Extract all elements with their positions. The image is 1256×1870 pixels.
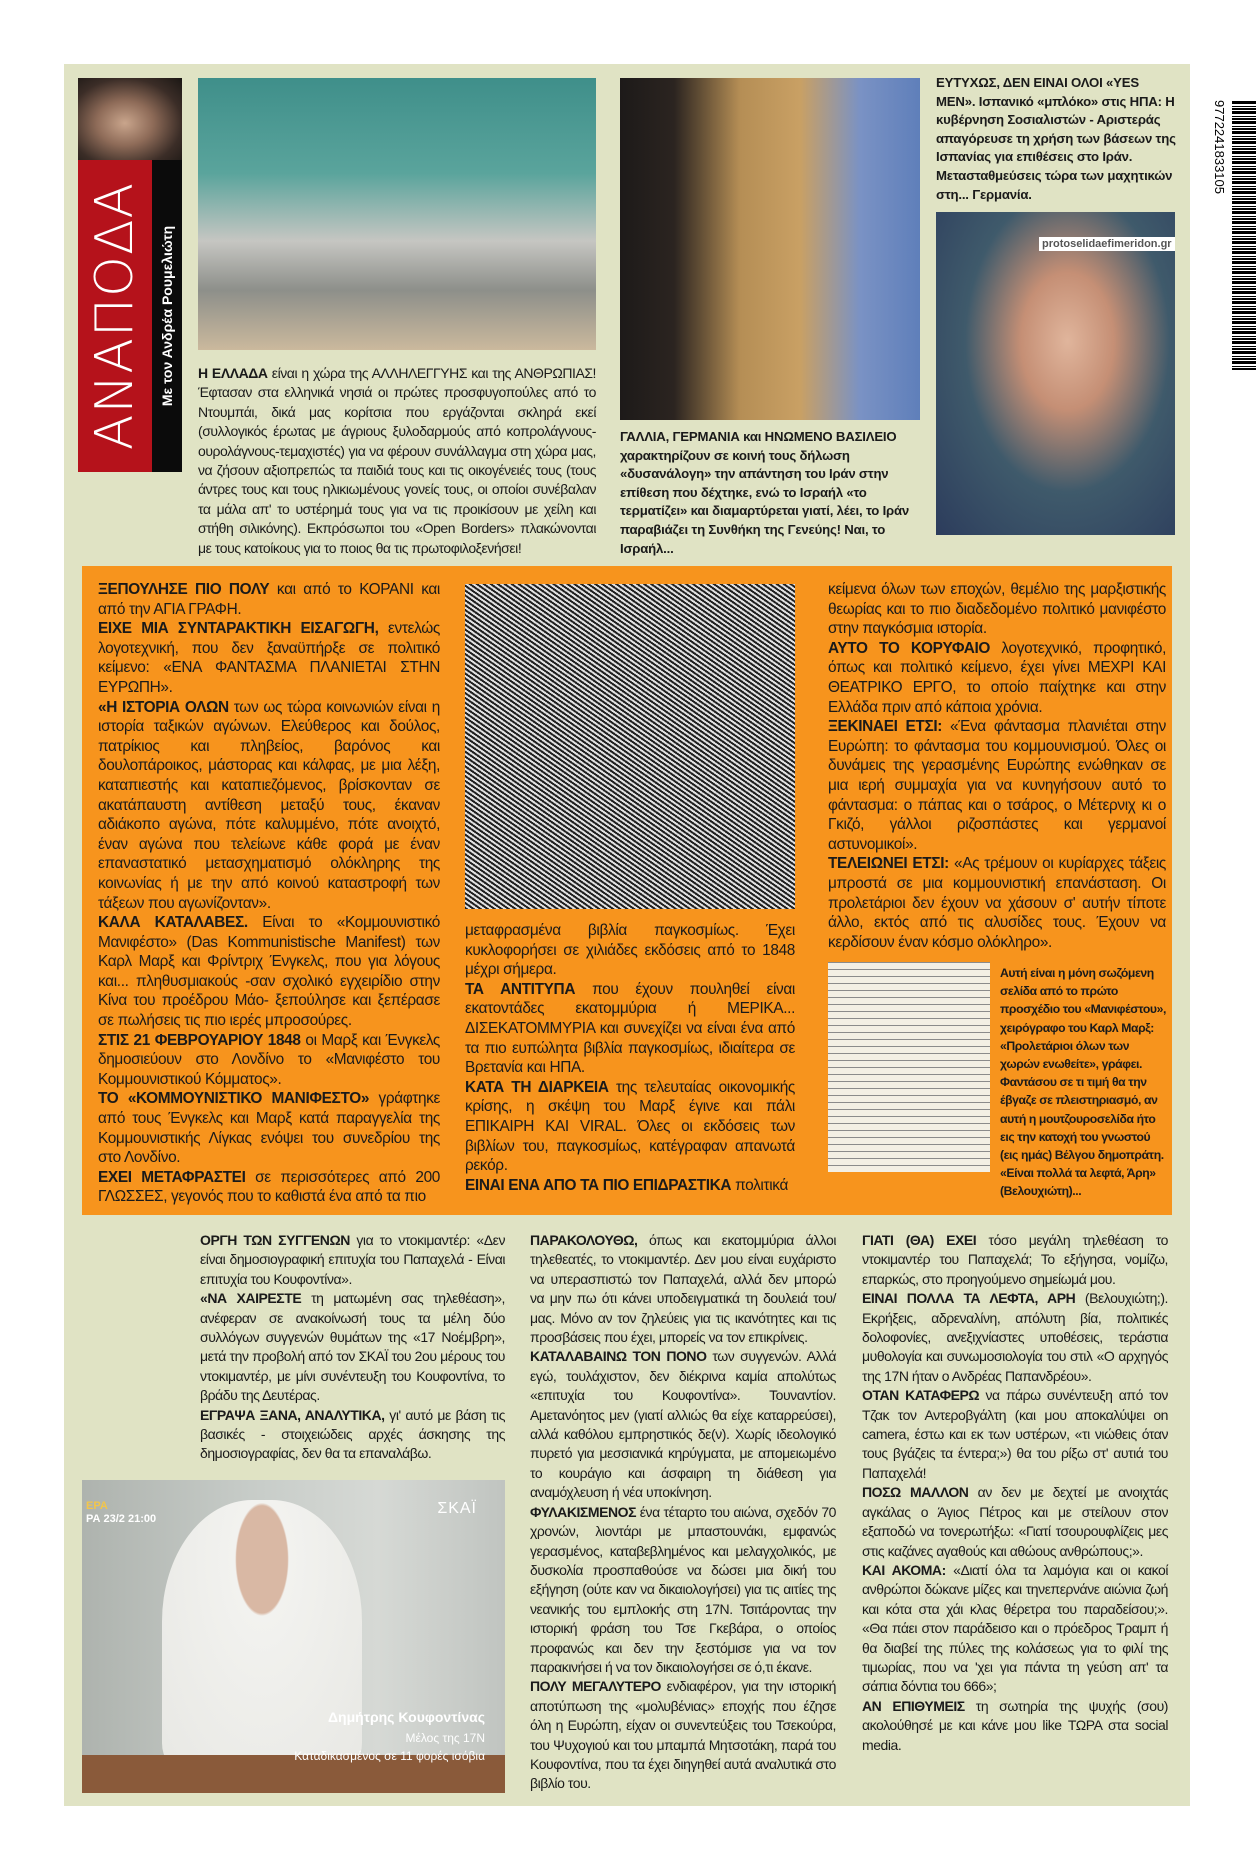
paragraph-text: γράφτηκε από τους Ένγκελς και Μαρξ κατά παραγγελία της Κομμουνιστικής Λίγκας ενόψει του συνεδρίου της στο Λονδίνο.	[98, 1090, 441, 1167]
lower-third-name: Δημήτρης Κουφοντίνας	[327, 1709, 485, 1725]
paragraph	[862, 1289, 1168, 1386]
paragraph-text: ενδιαφέρον, για την ιστορική αποτύπωση της «μολυβένιας» εποχής που έζησε όλη η Ευρώπη, είχαν οι συνεντεύξεις του Τσεκούρα, του Ψυχογιού και του μπαμπά Μητσοτάκη, παρά του Κουφοντίνα, που τα έχει διηγηθεί αυτά αναλυτικά στο βιβλίο του.	[530, 1678, 836, 1792]
paragraph-lead: ΕΓΡΑΨΑ ΞΑΝΑ, ΑΝΑΛΥΤΙΚΑ,	[200, 1406, 385, 1423]
paragraph-text: τόσο μεγάλη τηλεθέαση το ντοκιμαντέρ του Παπαχελά; Το εξήγησα, νομίζω, επαρκώς, στο προηγούμενο σημείωμά μου.	[862, 1232, 1168, 1287]
paragraph-text: «Διατί όλα τα λαμόγια και οι κακοί ανθρώποι δώκανε μίζες και τηνεπερνάνε αιώνια ζωή και κότα στα χάι κλας θέρετρα του παραδείσου;». «Θα πάει στον παράδεισο και ο πρόεδρος Τραμπ ή θα διαβεί της πύλες της κολάσεως για το φιλί της τιμωρίας, που να 'χει για πάντα τη γεύση απ' τα σάπια δόντια του 666»;	[862, 1561, 1168, 1695]
paragraph-text: «Ένα φάντασμα πλανιέται στην Ευρώπη: το φάντασμα του κομμουνισμού. Όλες οι δυνάμεις της γερασμένης Ευρώπης ενώθηκαν σε μια ιερή συμμαχία για να κυνηγήσουν αυτό το φάντασμα: ο πάπας και ο τσάρος, ο Μέτερνιχ κι ο Γκιζό, γάλλοι ριζοσπάστες και γερμανοί αστυνομικοί».	[828, 718, 1166, 853]
paragraph-lead: «ΝΑ ΧΑΙΡΕΣΤΕ	[200, 1290, 302, 1307]
article-column-1	[200, 1231, 505, 1464]
paragraph	[862, 1231, 1168, 1289]
paragraph-text: εντελώς λογοτεχνική, που δεν ξαναϋπήρξε σε πολιτικό κείμενο: «ΕΝΑ ΦΑΝΤΑΣΜΑ ΠΛΑΝΙΕΤΑΙ ΣΤΗΝ ΕΥΡΩΠΗ».	[98, 620, 440, 696]
paragraph-text: γι' αυτό με βάση τις βασικές - στοιχειώδεις αρχές άσκησης της δημοσιογραφίας, δεν θα τα επαναλάβω.	[200, 1406, 505, 1462]
paragraph	[862, 1386, 1168, 1483]
paragraph	[200, 1406, 505, 1464]
paragraph-text: αν δεν με δεχτεί με ανοιχτάς αγκάλας ο Άγιος Πέτρος και με στείλουν στον εξαποδώ να τονερωτήξω: «Γιατί τσουρουφλίζεις μες στις καζάνες αγαθούς και αθώους ανθρώπους;».	[862, 1484, 1168, 1559]
paragraph-text: όπως και εκατομμύρια άλλοι τηλεθεατές, το ντοκιμαντέρ. Δεν μου είναι ευχάριστο να υπερασπιστώ τον Παπαχελά, αλλά δεν μπορώ να μην πω ότι κάνει υποδειγματικά τη δουλειά του/μας. Μόνο αν τον ζηλεύεις για τις ικανότητες και τις προσβάσεις που έχει, μπορείς να τον επικρίνεις.	[530, 1232, 836, 1346]
paragraph	[862, 1561, 1168, 1697]
paragraph	[98, 698, 440, 914]
paragraph	[98, 913, 440, 1031]
spain-caption: ΕΥΤΥΧΩΣ, ΔΕΝ ΕΙΝΑΙ ΟΛΟΙ «YES MEN». Ισπανικό «μπλόκο» στις ΗΠΑ: Η κυβέρνηση Σοσιαλιστών - Αριστεράς απαγόρευσε τη χρήση των βάσεων της Ισπανίας για επιθέσεις στο Ιράν. Μετασταθμεύσεις τώρα των μαχητικών στη... Γερμανία.	[936, 75, 1176, 202]
paragraph	[530, 1677, 836, 1793]
paragraph	[828, 639, 1166, 717]
manifesto-column-2	[465, 921, 795, 1195]
paragraph	[530, 1503, 836, 1678]
paragraph-lead: ΕΙΝΑΙ ΠΟΛΛΑ ΤΑ ΛΕΦΤΑ, ΑΡΗ	[862, 1290, 1076, 1307]
paragraph-lead: ΠΟΣΩ ΜΑΛΛΟΝ	[862, 1484, 969, 1501]
columnist-photo	[78, 78, 182, 160]
column-author-strip	[152, 160, 182, 472]
boats-photo	[198, 78, 596, 350]
paragraph-lead: ΕΙΧΕ ΜΙΑ ΣΥΝΤΑΡΑΚΤΙΚΗ ΕΙΣΑΓΩΓΗ,	[98, 620, 379, 638]
paragraph-lead: «Η ΙΣΤΟΡΙΑ ΟΛΩΝ	[98, 698, 229, 716]
caption-lead: Η ΕΛΛΑΔΑ	[198, 365, 268, 381]
paragraph	[98, 1168, 440, 1207]
paragraph	[828, 854, 1166, 952]
paragraph	[465, 980, 795, 1078]
article-column-2	[530, 1231, 836, 1794]
sanchez-photo	[936, 212, 1175, 535]
paragraph-text: σε περισσότερες από 200 ΓΛΩΣΣΕΣ, γεγονός που το καθιστά ένα από τα πιο	[98, 1168, 440, 1206]
paragraph-lead: ΤΑ ΑΝΤΙΤΥΠΑ	[465, 980, 576, 998]
manifesto-column-3	[828, 580, 1166, 952]
lower-third-role: Μέλος της 17Ν	[405, 1731, 485, 1745]
paragraph-text: για το ντοκιμαντέρ: «Δεν είναι δημοσιογραφική επιτυχία του Παπαχελά - Είναι επιτυχία του Κουφοντίνα».	[200, 1232, 505, 1287]
paragraph-lead: ΦΥΛΑΚΙΣΜΕΝΟΣ	[530, 1503, 637, 1520]
marx-engels-engraving	[465, 584, 795, 909]
manuscript-caption: Αυτή είναι η μόνη σωζόμενη σελίδα από το πρώτο προσχέδιο του «Μανιφέστου», χειρόγραφο του Καρλ Μαρξ: «Προλετάριοι όλων των χωρών ενωθείτε», γράφει. Φαντάσου σε τι τιμή θα την έβγαζε σε πλειστηριασμό, αν αυτή η μουτζουροσελίδα ήτο εις την κατοχή του γνωστού (εις ημάς) Βέλγου δημοπράτη. «Είναι πολλά τα λεφτά, Άρη» (Βελουχιώτη)...	[1000, 966, 1166, 1199]
paragraph-text: της τελευταίας οικονομικής κρίσης, η σκέψη του Μαρξ έγινε και πάλι ΕΠΙΚΑΙΡΗ ΚΑΙ VIRAL. Όλες οι εκδόσεις των βιβλίων του, παγκοσμίως, κατέγραφαν απανωτά ρεκόρ.	[465, 1078, 795, 1175]
paragraph-text: τη σωτηρία της ψυχής (σου) ακολούθησέ με και κάνε μου like ΤΩΡΑ στα social media.	[862, 1697, 1168, 1753]
channel-logo: ΣΚΑΪ	[437, 1500, 477, 1517]
lower-third-note: Καταδικασμένος σε 11 φορές ισόβια	[294, 1749, 485, 1763]
paragraph	[465, 1176, 795, 1196]
paragraph-text: που έχουν πουληθεί είναι εκατοντάδες εκατομμύρια ή ΜΕΡΙΚΑ... ΔΙΣΕΚΑΤΟΜΜΥΡΙΑ και συνεχίζει να είναι ένα από τα πιο ευπώλητα βιβλία παγκοσμίως, ιδιαίτερα σε Βρετανία και ΗΠΑ.	[465, 980, 795, 1077]
column-masthead	[78, 160, 152, 472]
paragraph	[465, 1078, 795, 1176]
paragraph	[200, 1289, 505, 1405]
paragraph-text: (Βελουχιώτη;). Εκρήξεις, αδρεναλίνη, απόλυτη βία, πολιτικές δολοφονίες, ανεξιχνίαστες υποθέσεις, τεράστια μυθολογία και συνωμοσιολογία του στιλ «Ο αρχηγός της 17Ν ήταν ο Ανδρέας Παπανδρέου».	[862, 1290, 1168, 1384]
paragraph-text: των ως τώρα κοινωνιών είναι η ιστορία ταξικών αγώνων. Ελεύθερος και δούλος, πατρίκιος και πληβείος, βαρόνος και δουλοπάροικος, μάστορας και κάλφας, με μια λέξη, καταπιεστής και καταπιεζόμενος, βρίσκονταν σε ακατάπαυστη αντίθεση μεταξύ τους, έκαναν αδιάκοπο αγώνα, πότε καλυμμένο, πότε ανοιχτό, έναν αγώνα που τελείωνε κάθε φορά με έναν επαναστατικό μετασχηματισμό ολόκληρης της κοινωνίας ή με την από κοινού καταστροφή των τάξεων που αγωνίζονταν».	[98, 698, 440, 912]
paragraph	[465, 921, 795, 980]
paragraph-text: λογοτεχνικό, προφητικό, όπως και πολιτικό κείμενο, έχει γίνει ΜΕΧΡΙ ΚΑΙ ΘΕΑΤΡΙΚΟ ΕΡΓΟ, το οποίο παίχτηκε και στην Ελλάδα πριν από κάποια χρόνια.	[828, 639, 1166, 716]
paragraph	[862, 1483, 1168, 1561]
paragraph-lead: ΣΤΙΣ 21 ΦΕΒΡΟΥΑΡΙΟΥ 1848	[98, 1031, 301, 1049]
paragraph-lead: ΚΑΙ ΑΚΟΜΑ:	[862, 1561, 946, 1578]
paragraph	[98, 1089, 440, 1167]
paragraph	[828, 580, 1166, 639]
paragraph-text: κείμενα όλων των εποχών, θεμέλιο της μαρξιστικής θεωρίας και το πιο διαδεδομένο πολιτικό μανιφέστο στην παγκόσμια ιστορία.	[828, 581, 1166, 638]
broadcast-date: ΕΡΑ ΡΑ 23/2 21:00	[86, 1500, 157, 1525]
paragraph	[828, 717, 1166, 854]
barcode	[1232, 100, 1256, 370]
barcode-number: 9772241833105	[1212, 100, 1227, 194]
manuscript-photo	[828, 962, 990, 1172]
paragraph-lead: ΠΟΛΥ ΜΕΓΑΛΥΤΕΡΟ	[530, 1678, 661, 1695]
greece-caption	[198, 364, 596, 558]
koufontinas-tv-still	[82, 1480, 505, 1793]
paragraph-text: τη ματωμένη σας τηλεθέαση», ανέφεραν σε ανακοίνωσή τους τα μέλη δύο συλλόγων συγγενών θυμάτων της «17 Νοέμβρη», μετά την προβολή από τον ΣΚΑΪ του 2ου μέρους του ντοκιμαντέρ, με μίνι συνέντευξη του Κουφοντίνα, το βράδυ της Δευτέρας.	[200, 1290, 505, 1404]
paragraph-lead: ΕΙΝΑΙ ΕΝΑ ΑΠΟ ΤΑ ΠΙΟ ΕΠΙΔΡΑΣΤΙΚΑ	[465, 1176, 732, 1194]
paragraph-text: οι Μαρξ και Ένγκελς δημοσιεύουν στο Λονδίνο το «Μανιφέστο του Κομμουνιστικού Κόμματος».	[98, 1031, 440, 1088]
watermark: protoselidaefimeridon.gr	[1039, 237, 1175, 251]
paragraph	[200, 1231, 505, 1289]
paragraph-lead: ΑΝ ΕΠΙΘΥΜΕΙΣ	[862, 1697, 965, 1714]
paragraph-lead: ΤΟ «ΚΟΜΜΟΥΝΙΣΤΙΚΟ ΜΑΝΙΦΕΣΤΟ»	[98, 1090, 370, 1108]
paragraph-text: Είναι το «Κομμουνιστικό Μανιφέστο» (Das Kommunistische Manifest) των Καρλ Μαρξ και Φρίντριχ Ένγκελς, που για λόγους και... πληθυσμιακούς -σαν σχολικό εγχειρίδιο στην Κίνα του προέδρου Μάο- ξεπούλησε και ξεπέρασε σε πωλήσεις τις πιο ιερές μπροσούρες.	[98, 914, 440, 1030]
paragraph-lead: ΑΥΤΟ ΤΟ ΚΟΡΥΦΑΙΟ	[828, 639, 991, 657]
article-column-3	[862, 1231, 1168, 1755]
paragraph-text: να πάρω συνέντευξη από τον Τζακ τον Αντεροβγάλτη (και μου αποκαλύψει on camera, έστω και εκ των υστέρων, «τι νιώθεις όταν τους βγάζεις τα έντερα;») θα του ρίξω στ' αυτιά του Παπαχελά!	[862, 1387, 1168, 1481]
paragraph-lead: ΚΑΛΑ ΚΑΤΑΛΑΒΕΣ.	[98, 914, 248, 932]
caption-text: είναι η χώρα της ΑΛΛΗΛΕΓΓΥΗΣ και της ΑΝΘΡΩΠΙΑΣ! Έφτασαν στα ελληνικά νησιά οι πρώτες προσφυγοπούλες από το Ντουμπάι, δικά μας κορίτσια που εργάζονται σκληρά εκεί (συλλογικός έρωτας με άγριους ξυλοδαρμούς από κοπρολάγνους-ουρολάγνους-τεμαχιστές) για να φέρουν συνάλλαγμα στη χώρα μας, να ζήσουν αξιοπρεπώς τα παιδιά τους και τις οικογένειές τους (τους άντρες τους και τους ηλικιωμένους γονείς τους, οι οποίοι συνέβαλαν τα μάλα απ' το υστέρημά τους για να τις προικίσουν με χείλη και στήθη σιλικόνης). Εκπρόσωποι του «Open Borders» πλακώνονται με τους κατοίκους για το ποιος θα τις πρωτοφιλοξενήσει!	[198, 365, 596, 556]
paragraph	[98, 1031, 440, 1090]
paragraph-text: και από το ΚΟΡΑΝΙ και από την ΑΓΙΑ ΓΡΑΦΗ.	[98, 581, 440, 618]
paragraph-lead: ΓΙΑΤΙ (ΘΑ) ΕΧΕΙ	[862, 1232, 977, 1248]
person-figure	[162, 1500, 362, 1770]
paragraph-lead: ΞΕΚΙΝΑΕΙ ΕΤΣΙ:	[828, 718, 943, 736]
paragraph-text: των συγγενών. Αλλά εγώ, τουλάχιστον, δεν διέκρινα καμία απολύτως «επιτυχία του Κουφοντίνα». Τουναντίον. Αμετανόητος μεν (γιατί αλλιώς θα είχε καταρρεύσει), αλλά καθόλου εμπρηστικός δε(ν). Χωρίς ιδεολογικό πυρετό για μεσσιανικά κηρύγματα, με απομειωμένο το κουράγιο και άσφαιρη τη διάθεση για αναμόχλευση ή νέα υποκίνηση.	[530, 1348, 837, 1501]
paragraph-text: πολιτικά	[731, 1176, 788, 1194]
paragraph-lead: ΚΑΤΑ ΤΗ ΔΙΑΡΚΕΙΑ	[465, 1078, 609, 1096]
paragraph	[98, 619, 440, 697]
paragraph-lead: ΞΕΠΟΥΛΗΣΕ ΠΙΟ ΠΟΛΥ	[98, 581, 270, 598]
leaders-caption: ΓΑΛΛΙΑ, ΓΕΡΜΑΝΙΑ και ΗΝΩΜΕΝΟ ΒΑΣΙΛΕΙΟ χαρακτηρίζουν σε κοινή τους δήλωση «δυσανάλογη» την απάντηση του Ιράν στην επίθεση που δέχτηκε, ενώ το Ισραήλ «το τερματίζει» και διαμαρτύρεται γιατί, λέει, το Ιράν παραβιάζει τη Συνθήκη της Γενεύης! Ναι, το Ισραήλ...	[620, 429, 910, 556]
paragraph-lead: ΟΤΑΝ ΚΑΤΑΦΕΡΩ	[862, 1387, 980, 1404]
paragraph	[530, 1347, 836, 1502]
column-title: ΑΝΑΠΟΔΑ	[85, 181, 145, 451]
leaders-photo	[620, 78, 920, 420]
paragraph	[862, 1697, 1168, 1755]
paragraph-text: ένα τέταρτο του αιώνα, σχεδόν 70 χρονών, λιοντάρι με μπαστουνάκι, εμφανώς γερασμένος, καταβεβλημένος και μελαγχολικός, με δυσκολία προσπαθούσε να δώσει μια δική του εξήγηση (ούτε καν να δικαιολογήσει) για τις αιτίες της νεανικής του εμπλοκής στη 17Ν. Τσιτάροντας την ιστορική φράση του Τσε Γκεβάρα, ο οποίος προφανώς και δεν την ξεστόμισε για να τον παρακινήσει ή να τον δικαιολογήσει σε ό,τι έκανε.	[530, 1503, 836, 1675]
paragraph-text: μεταφρασμένα βιβλία παγκοσμίως. Έχει κυκλοφορήσει σε χιλιάδες εκδόσεις από το 1848 μέχρι σήμερα.	[465, 922, 795, 979]
paragraph-text: «Ας τρέμουν οι κυρίαρχες τάξεις μπροστά σε μια κομμουνιστική επανάσταση. Οι προλετάριοι δεν έχουν να χάσουν σ' αυτήν τίποτε άλλο, εκτός από τις αλυσίδες τους. Έχουν να κερδίσουν έναν κόσμο ολόκληρο».	[828, 855, 1166, 951]
paragraph-lead: ΟΡΓΗ ΤΩΝ ΣΥΓΓΕΝΩΝ	[200, 1232, 350, 1248]
paragraph-lead: ΚΑΤΑΛΑΒΑΙΝΩ ΤΟΝ ΠΟΝΟ	[530, 1348, 707, 1365]
manifesto-column-1	[98, 580, 440, 1207]
paragraph-lead: ΤΕΛΕΙΩΝΕΙ ΕΤΣΙ:	[828, 855, 949, 873]
paragraph	[530, 1231, 836, 1347]
paragraph-lead: ΠΑΡΑΚΟΛΟΥΘΩ,	[530, 1232, 638, 1248]
paragraph	[98, 580, 440, 619]
column-author: Με τον Ανδρέα Ρουμελιώτη	[159, 225, 175, 407]
paragraph-lead: ΕΧΕΙ ΜΕΤΑΦΡΑΣΤΕΙ	[98, 1168, 246, 1186]
